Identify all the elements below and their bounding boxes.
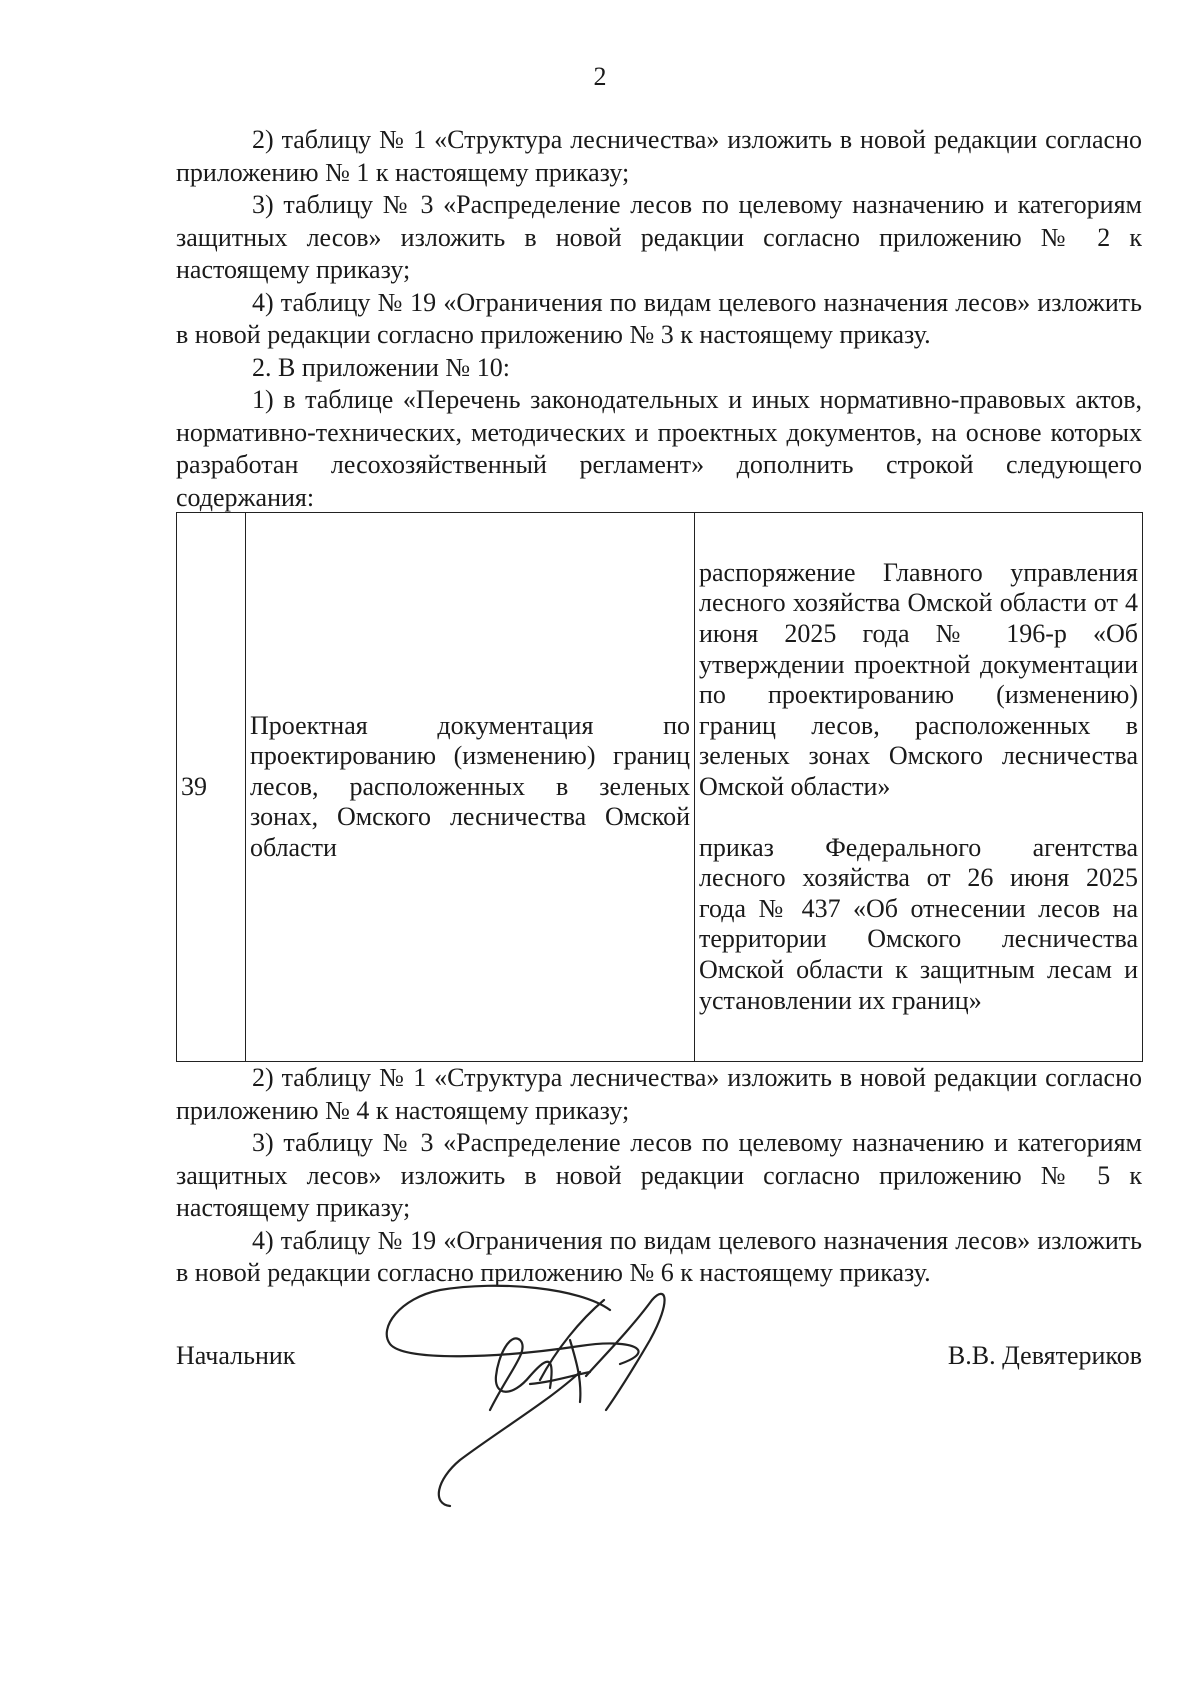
table-row (177, 513, 1143, 1062)
signatory-title: Начальник (176, 1341, 296, 1370)
paragraph: 2. В приложении № 10: (252, 352, 510, 382)
paragraph: 3) таблицу № 3 «Распределение лесов по целевому назначению и категориям защитных лесов» изложить в новой редакции согласно приложению № 2 к настоящему приказу; (176, 190, 1142, 284)
document-name-cell (246, 513, 695, 1062)
paragraphs-before (176, 124, 1142, 516)
row-number-cell: 39 (177, 513, 246, 1062)
basis-document: распоряжение Главного управления лесного хозяйства Омской области от 4 июня 2025 года № 196-р «Об утверждении проектной документации по проектированию (изменению) границ лесов, расположенных в зеленых зонах Омского лесничества Омской области» (699, 557, 1138, 801)
inserted-table (176, 512, 1143, 1062)
document-name: Проектная документация по проектированию (изменению) границ лесов, расположенных в зеленых зонах, Омского лесничества Омской области (250, 710, 690, 862)
paragraph: 3) таблицу № 3 «Распределение лесов по целевому назначению и категориям защитных лесов» изложить в новой редакции согласно приложению № 5 к настоящему приказу; (176, 1128, 1142, 1222)
paragraphs-after (176, 1062, 1142, 1290)
handwritten-signature-icon (380, 1280, 730, 1520)
paragraph: 2) таблицу № 1 «Структура лесничества» изложить в новой редакции согласно приложению № 1 к настоящему приказу; (176, 125, 1142, 187)
paragraph: 1) в таблице «Перечень законодательных и иных нормативно-правовых актов, нормативно-технических, методических и проектных документов, на основе которых разработан лесохозяйственный регламент» дополнить строкой следующего содержания: (176, 385, 1142, 512)
page-number: 2 (593, 62, 607, 91)
signatory-name: В.В. Девятериков (947, 1341, 1142, 1370)
paragraph: 4) таблицу № 19 «Ограничения по видам целевого назначения лесов» изложить в новой редакции согласно приложению № 6 к настоящему приказу. (176, 1225, 1142, 1287)
paragraph: 4) таблицу № 19 «Ограничения по видам целевого назначения лесов» изложить в новой редакции согласно приложению № 3 к настоящему приказу. (176, 287, 1142, 349)
basis-documents-cell (695, 513, 1143, 1062)
paragraph: 2) таблицу № 1 «Структура лесничества» изложить в новой редакции согласно приложению № 4 к настоящему приказу; (176, 1063, 1142, 1125)
basis-document: приказ Федерального агентства лесного хозяйства от 26 июня 2025 года № 437 «Об отнесении лесов на территории Омского лесничества Омской области к защитным лесам и установлении их границ» (699, 832, 1138, 1015)
